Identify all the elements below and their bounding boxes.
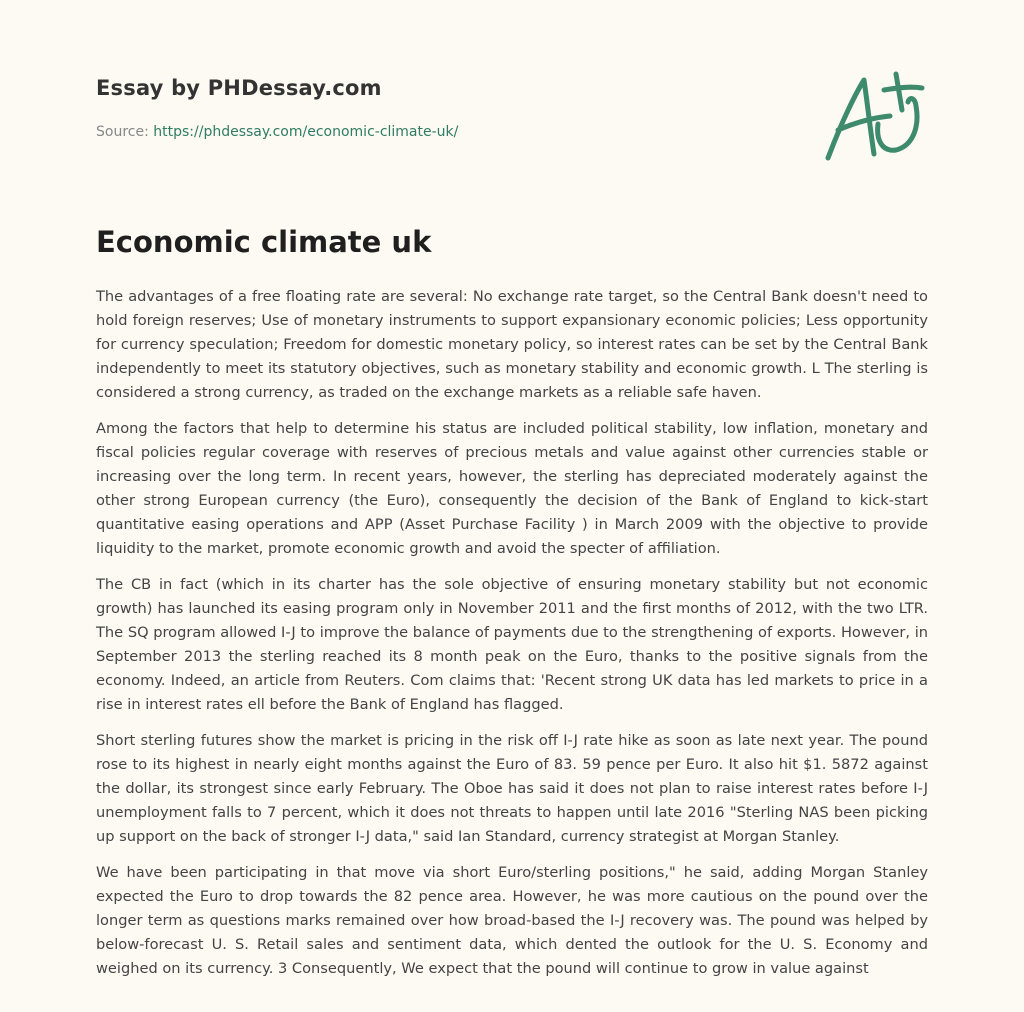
source-link[interactable]: https://phdessay.com/economic-climate-uk/ xyxy=(153,124,459,140)
source-line xyxy=(96,124,458,140)
paragraph: Short sterling futures show the market is pricing in the risk off I-J rate hike as soon as late next year. The pound rose to its highest in nearly eight months against the Euro of 83. 59 pence per Euro. It also hit $1. 5872 against the dollar, its strongest since early February. The Oboe has said it does not plan to raise interest rates before I-J unemployment falls to 7 percent, which it does not threats to happen until late 2016 "Sterling NAS been picking up support on the back of stronger I-J data," said Ian Standard, currency strategist at Morgan Stanley. xyxy=(96,732,928,845)
site-brand: Essay by PHDessay.com xyxy=(96,76,382,100)
paragraph: Among the factors that help to determine his status are included political stability, low inflation, monetary and fiscal policies regular coverage with reserves of precious metals and value against other currencies stable or increasing over the long term. In recent years, however, the sterling has depreciated moderately against the other strong European currency (the Euro), consequently the decision of the Bank of England to kick-start quantitative easing operations and APP (Asset Purchase Facility ) in March 2009 with the objective to provide liquidity to the market, promote economic growth and avoid the specter of affiliation. xyxy=(96,420,928,557)
paragraph: The advantages of a free floating rate are several: No exchange rate target, so the Central Bank doesn't need to hold foreign reserves; Use of monetary instruments to support expansionary economic policies; Less opportunity for currency speculation; Freedom for domestic monetary policy, so interest rates can be set by the Central Bank independently to meet its statutory objectives, such as monetary stability and economic growth. L The sterling is considered a strong currency, as traded on the exchange markets as a reliable safe haven. xyxy=(96,288,928,401)
essay-body xyxy=(96,285,928,993)
page-title: Economic climate uk xyxy=(96,225,432,259)
paragraph: The CB in fact (which in its charter has the sole objective of ensuring monetary stability but not economic growth) has launched its easing program only in November 2011 and the first months of 2012, with the two LTR. The SQ program allowed I-J to improve the balance of payments due to the strengthening of exports. However, in September 2013 the sterling reached its 8 month peak on the Euro, thanks to the positive signals from the economy. Indeed, an article from Reuters. Com claims that: 'Recent strong UK data has led markets to price in a rise in interest rates ell before the Bank of England has flagged. xyxy=(96,576,928,713)
source-label: Source: xyxy=(96,124,149,140)
paragraph: We have been participating in that move via short Euro/sterling positions," he said, adding Morgan Stanley expected the Euro to drop towards the 82 pence area. However, he was more cautious on the pound over the longer term as questions marks remained over how broad-based the I-J recovery was. The pound was helped by below-forecast U. S. Retail sales and sentiment data, which dented the outlook for the U. S. Economy and weighed on its currency. 3 Consequently, We expect that the pound will continue to grow in value against xyxy=(96,864,928,977)
a-plus-logo-icon xyxy=(818,66,930,166)
